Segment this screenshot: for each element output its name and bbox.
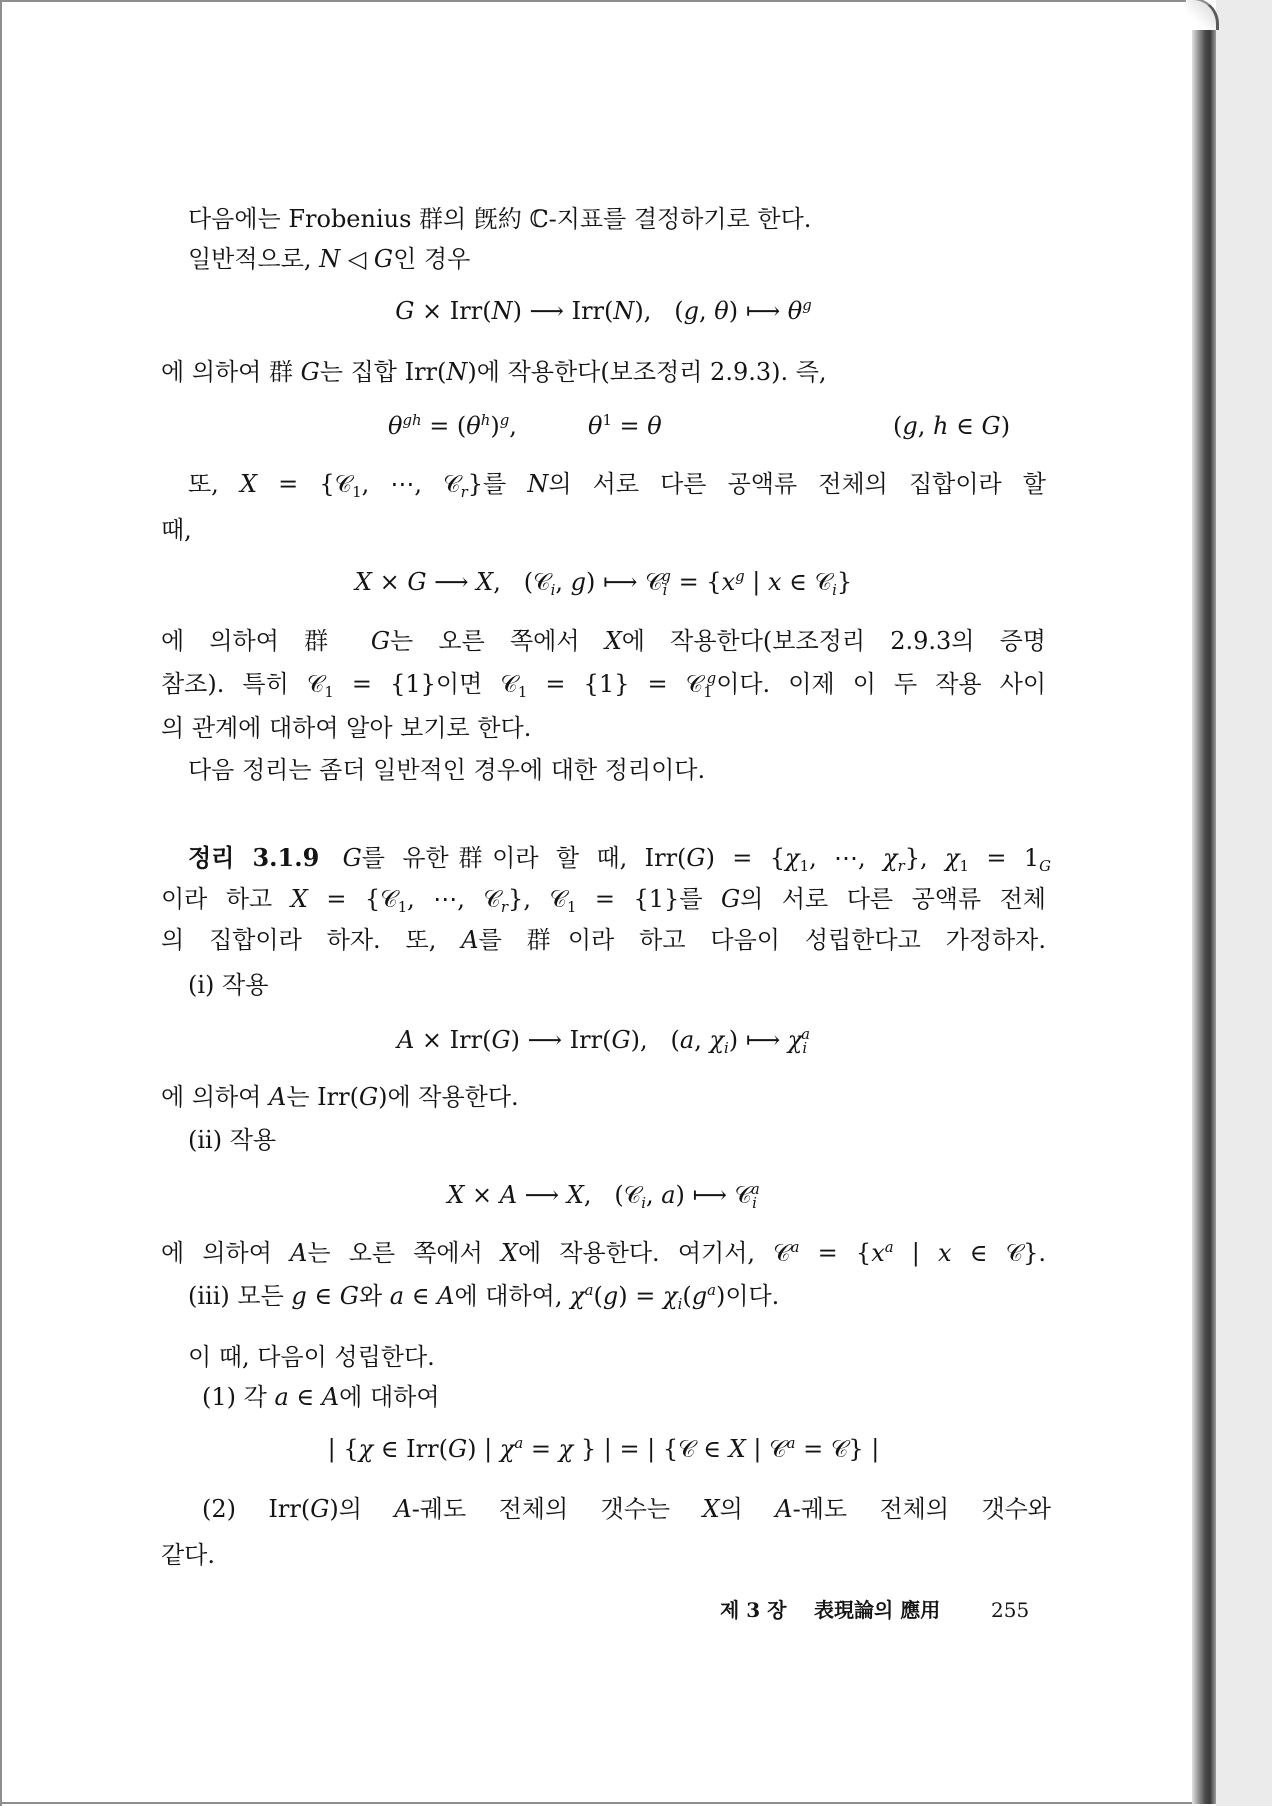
text-run: (2) Irr( — [202, 1495, 311, 1523]
text-run: 때, — [161, 516, 192, 544]
text-run: (iii) 모든 — [188, 1282, 292, 1310]
math-run: a — [274, 1383, 289, 1411]
page-curl — [1186, 0, 1219, 30]
text-run: , (𝒞 — [493, 568, 551, 596]
text-line-right-action-1 — [161, 625, 1046, 657]
claim-1-text — [202, 1381, 440, 1413]
math-run: G — [981, 412, 1001, 440]
text-run: ), ( — [630, 1026, 680, 1054]
text-run: = — [523, 1435, 559, 1463]
math-run: a — [786, 1433, 796, 1452]
math-run: N — [491, 297, 513, 325]
text-run: ◁ — [340, 245, 374, 273]
math-run: θ — [714, 297, 729, 325]
math-run: A — [269, 1083, 287, 1111]
text-run: , ⋯, — [809, 844, 884, 872]
math-run: χ — [570, 1282, 585, 1310]
display-equation-condition-i — [161, 1024, 1046, 1056]
text-run: ) ⟶ Irr( — [510, 1026, 612, 1054]
math-run: g — [570, 568, 587, 596]
text-run: 의 서로 다른 공액류 전체의 집합이라 할 — [548, 470, 1046, 498]
text-run: 의 집합이라 하자. 또, — [161, 926, 462, 954]
math-run: A — [437, 1282, 455, 1310]
math-run: g — [691, 1282, 708, 1310]
math-run: i — [832, 580, 837, 599]
math-run: g — [683, 297, 700, 325]
math-run: 1 — [397, 897, 408, 916]
math-run: G — [310, 1495, 330, 1523]
math-run: χ — [709, 1026, 724, 1054]
math-run: X — [604, 627, 622, 655]
math-run: A — [499, 1181, 518, 1209]
text-run: ) = { — [705, 844, 786, 872]
math-run: χ — [499, 1435, 515, 1463]
text-run: 의 서로 다른 공액류 전체 — [740, 885, 1046, 913]
display-equation-condition-ii — [161, 1179, 1046, 1211]
math-run: A — [396, 1026, 415, 1054]
math-run: i — [802, 1038, 808, 1057]
display-equation-claim-1 — [161, 1433, 1046, 1465]
text-run: = {𝒞 — [307, 885, 398, 913]
text-run: , ⋯, 𝒞 — [407, 885, 501, 913]
text-line-classes-1 — [188, 468, 1046, 500]
text-run: ), ( — [634, 297, 684, 325]
math-run: a — [707, 1280, 716, 1299]
text-run: )에 작용한다(보조정리 2.9.3). 즉, — [467, 358, 827, 386]
text-run: 는 오른 쪽에서 — [390, 627, 605, 655]
math-run: G — [407, 568, 427, 596]
math-run: X — [728, 1435, 746, 1463]
text-run: 이라 하고 — [161, 885, 291, 913]
text-run: 참조). 특히 𝒞 — [161, 670, 325, 698]
math-run: x — [768, 568, 782, 596]
math-run: i — [752, 1193, 757, 1212]
text-run: 일반적으로, — [188, 245, 320, 273]
math-run: a — [884, 1237, 894, 1256]
math-run: X — [447, 1181, 465, 1209]
text-run: = 𝒞} | — [795, 1435, 880, 1463]
page-edge-bottom — [0, 1802, 1210, 1804]
text-run: = ( — [421, 412, 467, 440]
page-fold-shadow — [1192, 16, 1216, 1804]
text-run: ) ⟼ 𝒞 — [586, 568, 663, 596]
math-run: N — [527, 470, 549, 498]
text-run: | — [744, 568, 768, 596]
math-run: 1 — [959, 856, 969, 875]
page-number: 255 — [991, 1598, 1030, 1622]
math-run: g — [706, 668, 717, 687]
text-run: ) ⟼ — [728, 297, 788, 325]
math-run: N — [446, 358, 468, 386]
text-run: 를 유한群이라 할 때, Irr( — [361, 844, 687, 872]
text-run: 에 의하여 — [161, 1239, 291, 1267]
text-run: 에 작용한다. 여기서, 𝒞 — [518, 1239, 791, 1267]
text-run: ) — [490, 412, 500, 440]
math-run: r — [500, 897, 509, 916]
math-run: G — [491, 1026, 511, 1054]
math-run: h — [933, 412, 949, 440]
math-run: a — [679, 1026, 695, 1054]
text-run: (1) 각 — [202, 1383, 275, 1411]
text-run: | 𝒞 — [745, 1435, 787, 1463]
text-run: × Irr( — [414, 297, 492, 325]
text-run: = {1}를 — [576, 885, 721, 913]
text-run: ) | — [467, 1435, 500, 1463]
text-run: 의 관계에 대하여 알아 보기로 한다. — [161, 714, 532, 742]
math-run: g — [902, 412, 918, 440]
text-run: , — [694, 1026, 710, 1054]
math-run: χ — [944, 844, 960, 872]
page-edge-top — [0, 0, 1192, 2]
math-run: X — [500, 1239, 518, 1267]
text-run: ( — [593, 1282, 603, 1310]
text-run: = — [611, 412, 648, 440]
text-run: 는 Irr( — [286, 1083, 359, 1111]
text-run: , (𝒞 — [583, 1181, 642, 1209]
math-run: N — [613, 297, 635, 325]
math-run: X — [566, 1181, 584, 1209]
theorem-line-2 — [161, 883, 1046, 915]
text-run: }, 𝒞 — [508, 885, 567, 913]
math-run: θ — [466, 412, 481, 440]
math-run: G — [342, 844, 362, 872]
math-run: gh — [402, 410, 422, 429]
text-run: ⟶ — [517, 1181, 567, 1209]
math-run: G — [721, 885, 741, 913]
text-run: ) ⟼ 𝒞 — [675, 1181, 753, 1209]
math-run: r — [897, 856, 905, 875]
math-run: 1 — [602, 410, 612, 429]
math-run: G — [300, 358, 320, 386]
text-run: 에 대하여, — [454, 1282, 571, 1310]
theorem-heading-line — [188, 842, 1051, 874]
text-run: ⟶ — [426, 568, 477, 596]
text-run: | { — [327, 1435, 359, 1463]
condition-i-label — [188, 969, 268, 1001]
text-run: ) ⟶ Irr( — [512, 297, 614, 325]
text-run: ∈ — [306, 1282, 340, 1310]
text-run: }를 — [467, 470, 528, 498]
math-run: 1 — [566, 897, 577, 916]
text-run: 같다. — [161, 1541, 215, 1569]
text-run: 에 의하여 群 — [161, 358, 301, 386]
intro-line-1 — [188, 203, 811, 235]
text-run: 에 작용한다(보조정리 2.9.3의 증명 — [621, 627, 1046, 655]
math-run: N — [319, 245, 341, 273]
text-run: ( — [893, 412, 903, 440]
text-run: = { — [799, 1239, 872, 1267]
text-run: (i) 작용 — [188, 971, 269, 999]
display-equation-action-x — [161, 566, 1046, 598]
footer-chapter: 제 3 장 — [720, 1598, 787, 1622]
math-run: θ — [787, 297, 803, 325]
text-line-right-action-2 — [161, 668, 1046, 700]
conclusion-line — [188, 1341, 435, 1373]
math-run: X — [290, 885, 308, 913]
text-run: -궤도 전체의 갯수와 — [792, 1495, 1051, 1523]
text-run: ∈ — [288, 1383, 322, 1411]
math-run: i — [641, 1193, 646, 1212]
math-run: X — [239, 470, 258, 498]
math-run: G — [447, 1435, 468, 1463]
text-run: , — [509, 412, 517, 440]
text-run: )의 — [329, 1495, 395, 1523]
math-run: G — [370, 627, 391, 655]
math-run: 1 — [517, 682, 528, 701]
math-run: θ — [647, 412, 662, 440]
math-run: a — [584, 1280, 594, 1299]
math-run: A — [321, 1383, 340, 1411]
text-run: 와 — [358, 1282, 390, 1310]
math-run: g — [499, 410, 510, 429]
math-run: 1 — [324, 682, 334, 701]
text-run — [325, 844, 342, 872]
math-run: i — [724, 1038, 729, 1057]
text-run: = {𝒞 — [257, 470, 353, 498]
math-run: X — [476, 568, 494, 596]
text-run: × Irr( — [414, 1026, 492, 1054]
text-run: 에 의하여 群 — [161, 627, 371, 655]
math-run: g — [291, 1282, 307, 1310]
intro-line-2 — [188, 243, 470, 275]
math-run: i — [550, 580, 556, 599]
math-run: G — [358, 1083, 379, 1111]
claim-2-line-1 — [202, 1493, 1051, 1525]
display-equation-theta-condition — [893, 410, 1010, 442]
math-run: g — [802, 295, 812, 314]
text-line-classes-2 — [161, 514, 192, 546]
math-run: a — [661, 1181, 676, 1209]
math-run: G — [395, 297, 415, 325]
text-run: 에 의하여 — [161, 1083, 269, 1111]
text-run: , — [699, 297, 715, 325]
math-run: A — [290, 1239, 308, 1267]
text-run: ∈ — [948, 412, 982, 440]
text-run: , — [645, 1181, 662, 1209]
text-run: -궤도 전체의 갯수는 — [411, 1495, 703, 1523]
text-run: 의 — [719, 1495, 776, 1523]
text-run: , — [917, 412, 934, 440]
theorem-line-3 — [161, 924, 1046, 956]
math-run: X — [354, 568, 372, 596]
text-run: 다음 정리는 좀더 일반적인 경우에 대한 정리이다. — [188, 756, 706, 784]
text-run: )이다. — [715, 1282, 780, 1310]
math-run: A — [775, 1495, 793, 1523]
text-run: 다음에는 Frobenius 群의 旣約 ℂ-지표를 결정하기로 한다. — [188, 205, 812, 233]
math-run: χ — [663, 1282, 678, 1310]
condition-ii-text — [161, 1237, 1046, 1269]
display-equation-theta-composition — [388, 410, 517, 442]
text-run: = {1}이면 𝒞 — [333, 670, 518, 698]
condition-ii-label — [188, 1124, 276, 1156]
math-run: r — [460, 482, 468, 501]
text-run: 에 대하여 — [339, 1383, 440, 1411]
text-run: ) = — [618, 1282, 664, 1310]
math-run: 1 — [703, 682, 713, 701]
text-run: 이 때, 다음이 성립한다. — [188, 1343, 435, 1371]
math-run: x — [938, 1239, 952, 1267]
text-run: ( — [682, 1282, 692, 1310]
math-run: a — [801, 1024, 811, 1043]
math-run: A — [394, 1495, 412, 1523]
page-edge-left — [0, 0, 2, 1806]
text-run: | — [893, 1239, 938, 1267]
text-run: 또, — [188, 470, 240, 498]
text-run: ∈ 𝒞 — [781, 568, 833, 596]
text-run: , — [555, 568, 571, 596]
math-run: g — [735, 566, 745, 585]
condition-iii-text — [188, 1280, 779, 1312]
text-line-action-irr-n — [161, 356, 827, 388]
text-run: = { — [670, 568, 722, 596]
text-run: (ii) 작용 — [188, 1126, 277, 1154]
footer-title: 表現論의 應用 — [814, 1598, 941, 1622]
math-run: G — [339, 1282, 359, 1310]
math-run: 1 — [352, 482, 362, 501]
math-run: G — [611, 1026, 631, 1054]
math-run: 1 — [799, 856, 810, 875]
text-run: ∈ — [404, 1282, 438, 1310]
text-run: 는 집합 Irr( — [319, 358, 447, 386]
math-run: a — [750, 1179, 760, 1198]
math-run: X — [702, 1495, 720, 1523]
math-run: x — [871, 1239, 885, 1267]
text-run: = 1 — [969, 844, 1040, 872]
math-run: a — [514, 1433, 524, 1452]
math-run: g — [661, 566, 671, 585]
text-run: ) ⟼ — [728, 1026, 788, 1054]
math-run: h — [480, 410, 491, 429]
math-run: G — [686, 844, 706, 872]
math-run: G — [373, 245, 394, 273]
display-equation-theta-identity — [588, 410, 662, 442]
math-run: θ — [588, 412, 603, 440]
math-run: 정리 3.1.9 — [188, 843, 320, 872]
math-run: θ — [388, 412, 403, 440]
text-run: × — [464, 1181, 500, 1209]
scan-background — [1216, 0, 1272, 1806]
math-run: G — [1039, 856, 1051, 875]
math-run: x — [721, 568, 736, 596]
display-equation-action-irr-n — [161, 295, 1046, 327]
text-run: 를 群이라 하고 다음이 성립한다고 가정하자. — [478, 926, 1046, 954]
text-run: , ⋯, 𝒞 — [361, 470, 461, 498]
math-run: χ — [883, 844, 898, 872]
text-run: ∈ 𝒞}. — [951, 1239, 1046, 1267]
text-run: )에 작용한다. — [378, 1083, 519, 1111]
text-line-general-case — [188, 754, 705, 786]
math-run: i — [677, 1294, 683, 1313]
math-run: χ — [358, 1435, 374, 1463]
math-run: χ — [558, 1435, 574, 1463]
text-run: ∈ Irr( — [373, 1435, 448, 1463]
text-run: ) — [1000, 412, 1011, 440]
text-run: = {1} = 𝒞 — [527, 670, 704, 698]
math-run: χ — [785, 844, 800, 872]
claim-2-line-2 — [161, 1539, 215, 1571]
text-run: × — [371, 568, 408, 596]
text-run: } | = | {𝒞 ∈ — [573, 1435, 729, 1463]
text-run: 이다. 이제 이 두 작용 사이 — [716, 670, 1047, 698]
condition-i-text — [161, 1081, 519, 1113]
math-run: a — [790, 1237, 800, 1256]
math-run: g — [602, 1282, 619, 1310]
text-run: }, — [904, 844, 945, 872]
math-run: a — [389, 1282, 405, 1310]
text-line-right-action-3 — [161, 712, 531, 744]
text-run: 인 경우 — [393, 245, 471, 273]
math-run: i — [662, 580, 668, 599]
text-run: 는 오른 쪽에서 — [307, 1239, 501, 1267]
math-run: A — [461, 926, 479, 954]
math-run: χ — [787, 1026, 803, 1054]
text-run: } — [836, 568, 853, 596]
